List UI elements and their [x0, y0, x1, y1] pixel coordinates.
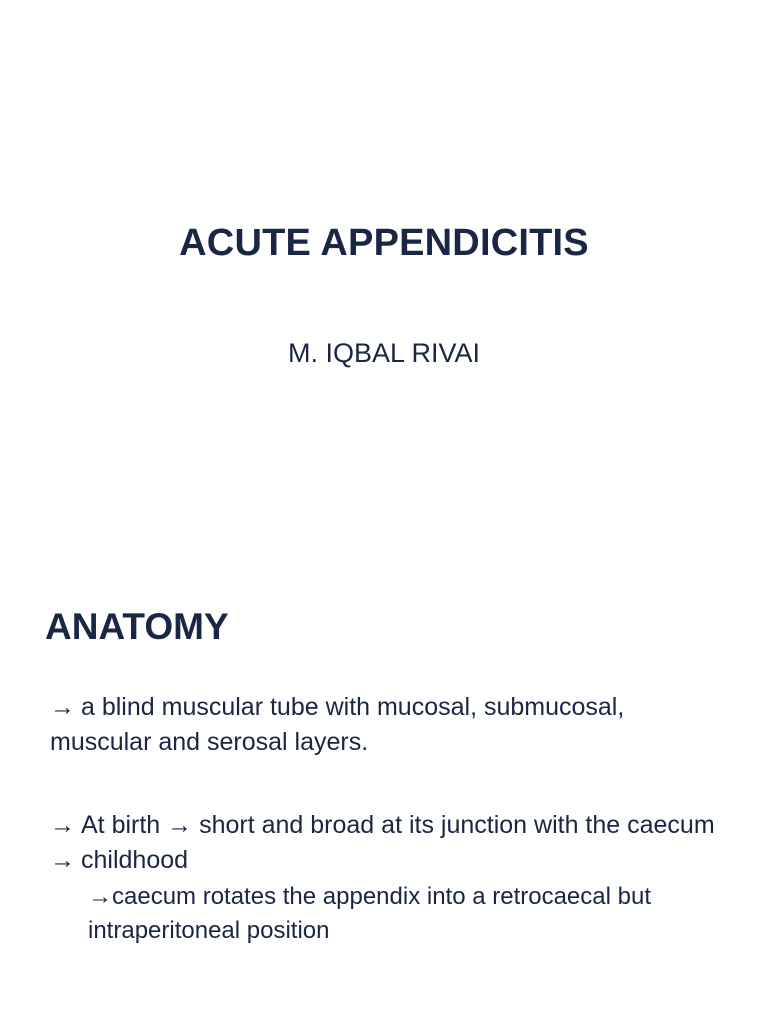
list-item	[50, 690, 730, 760]
bullet-list	[50, 690, 730, 948]
right-arrow-icon: →	[50, 811, 75, 839]
sub-list-item	[50, 880, 730, 948]
slide-title: ACUTE APPENDICITIS	[179, 222, 589, 264]
bullet-text: childhood	[81, 846, 189, 874]
bullet-text: At birth → short and broad at its junction with the caecum	[81, 811, 715, 839]
anatomy-slide	[0, 576, 768, 1024]
bullet-text: a blind muscular tube with mucosal, submucosal, muscular and serosal layers.	[50, 693, 625, 756]
slide-subtitle: M. IQBAL RIVAI	[287, 338, 481, 368]
right-arrow-icon: →	[88, 883, 112, 910]
right-arrow-icon: →	[50, 693, 75, 721]
list-item	[50, 808, 730, 843]
list-item	[50, 843, 730, 878]
right-arrow-icon: →	[50, 846, 75, 874]
section-heading: ANATOMY	[45, 606, 229, 647]
bullet-text: caecum rotates the appendix into a retrocaecal but intraperitoneal position	[88, 883, 651, 944]
